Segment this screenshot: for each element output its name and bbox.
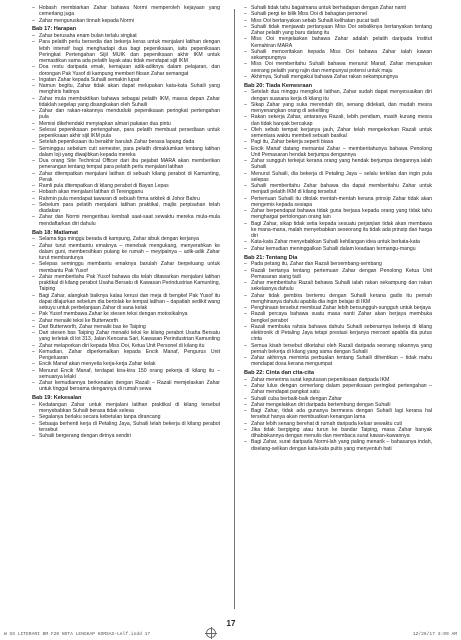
- bullet-dash: –: [32, 145, 35, 152]
- list-item: [244, 61, 432, 74]
- list-item-text: Menurut Suhaili, dia bekerja di Petaling Jaya – selalu terkilan dan ingin pula selepas: [251, 170, 432, 183]
- list-item-text: Zahar sungguh terkejut kerana orang yang hendak berjumpa dengannya ialah Suhaili: [251, 158, 432, 171]
- list-item-text: Rahmin pula mendapat tawaran di sebuah firma arkitek di Johor Bahru: [39, 195, 200, 202]
- section-heading: Bab 22: Cinta dan cita-cita: [244, 370, 314, 377]
- bullet-dash: –: [244, 139, 247, 146]
- bullet-dash: –: [244, 158, 247, 165]
- bullet-dash: –: [32, 261, 35, 268]
- bullet-dash: –: [244, 239, 247, 246]
- list-item-text: Menurut Encik Manaf, terdapat kira-kira 150 orang pekerja di kilang itu – semuanya lelaki: [39, 367, 220, 380]
- list-item-text: Zahar tidak gembira bertemu dengan Suhaili kerana gadis itu pernah menghinanya dahulu apabila dia ingin belajar di IKM: [251, 292, 432, 305]
- list-item-text: Pak Yusof membawa Zahar ke stesen teksi dengan motosikalnya: [39, 311, 188, 318]
- bullet-dash: –: [32, 183, 35, 190]
- list-item-text: Suhaili memberitahu Zahar bahawa dia dapat memberitahu Zahar untuk menjadi pelatih IKM di kilang tersebut: [251, 183, 432, 196]
- list-item-text: Suhaili tidak tahu bagaimana untuk berhadapan dengan Zahar nanti: [251, 5, 406, 11]
- bullet-dash: –: [244, 280, 247, 287]
- list-item-text: Dari stesen bas Taiping Zahar menaiki teksi ke kilang perabot Usaha Bersatu yang terletak di lot 313, Jalan Kencana Sari, Kawasan Perindustrian Kamunting: [39, 330, 220, 343]
- list-item-text: Bagi Zahar, surat daripada Normi-lah yang paling menarik – bahasanya indah, diselang-selikan dengan kata-kata puitis yang menyentuh hati: [251, 439, 432, 452]
- list-item: [244, 324, 432, 343]
- list-item-text: Bagi Zahar, alangkah baiknya kalau kerusi dan meja di bengkel Pak Yusof itu dapat dilajurkan sebelum dia bertolak ke tempat latihan – dapatlah sedikit wang sebuyu untuk perbelanjaan Zahar di sana kelak: [39, 292, 220, 312]
- list-item: [244, 439, 432, 452]
- list-item: [32, 421, 220, 434]
- section-heading: Bab 19: Kekesalan: [32, 395, 82, 402]
- list-item-text: Zahar lebih senang berehat di rumah daripada keluar sewaktu cuti: [251, 420, 402, 427]
- list-item: [32, 330, 220, 343]
- bullet-dash: –: [244, 89, 247, 96]
- list-item-text: Ramli pula ditempatkan di kilang perabot di Bayan Lepas: [39, 183, 169, 190]
- bullet-dash: –: [244, 292, 247, 299]
- bullet-dash: –: [32, 401, 35, 408]
- list-item-text: Doa restu daripada emak, kemajuan adik-adiknya dalam pelajaran, dan dorongan Pak Yusof di kampung memberi fiksan Zahar semangat: [39, 64, 220, 77]
- list-item-text: Pertemuan Suhaili itu ditolak mentah-mentah kerana prinsip Zahar tidak akan mengemis kepada sesiapa: [251, 195, 432, 208]
- list-item: [244, 102, 432, 115]
- bullet-dash: –: [32, 139, 35, 146]
- bullet-dash: –: [244, 208, 247, 215]
- bullet-dash: –: [32, 33, 35, 40]
- bullet-dash: –: [244, 195, 247, 202]
- list-item: [32, 433, 220, 439]
- list-item: [244, 24, 432, 37]
- bullet-dash: –: [32, 367, 35, 374]
- list-item: [32, 349, 220, 362]
- bullet-dash: –: [244, 183, 247, 190]
- list-item-text: Sebaaja berhenti kerja di Petaling Jaya, Suhaili telah bekerja di kilang perabot tersebut: [39, 420, 220, 433]
- list-item: [244, 36, 432, 49]
- list-item-text: Para pelatih perlu bersedia dan bekerja keras untuk menjalani latihan dengan lebih intensif bagi menghadapi dua bagi pepeniksaan, iaitu pepeniksaan Peringkat Pertengahan Sijil MUIK dan pepeniksaan akhir IKM untuk memastikan sama ada pelatih layak atau tidak mendapat sijil IKM: [39, 39, 220, 65]
- list-item-text: Dari Butterworth, Zahar menaiki bas ke Taiping: [39, 323, 146, 330]
- bullet-dash: –: [244, 426, 247, 433]
- section-heading: Bab 21: Tentang Dia: [244, 254, 298, 261]
- bullet-dash: –: [244, 311, 247, 318]
- list-item-text: Zahar berusaha enam bulan terlalu singkat: [39, 33, 137, 40]
- bullet-dash: –: [32, 64, 35, 71]
- footer-timestamp: 12/26/17 3:09 AM: [412, 632, 457, 637]
- list-item-text: Penghinaan tersebut membuat Zahar lebih bersungguh-sungguh untuk berjaya: [251, 305, 431, 312]
- list-item-text: Akhirnya, Suhaili mengakui bahawa Zahar rakan sekampungnya: [251, 73, 398, 80]
- bullet-dash: –: [32, 420, 35, 427]
- bullet-dash: –: [244, 245, 247, 252]
- list-item-text: Setelah pepeniksaan itu berakhir barulah Zahar berasa lapang dada: [39, 139, 195, 146]
- bullet-dash: –: [244, 61, 247, 68]
- bullet-dash: –: [32, 323, 35, 330]
- bullet-dash: –: [32, 126, 35, 133]
- bullet-dash: –: [244, 395, 247, 402]
- column-divider: [234, 9, 235, 609]
- list-item-text: Selama tiga minggu berada di kampung, Zahar sibuk dengan kerjanya: [39, 236, 200, 243]
- list-item-text: Zahar turut membantu emaknya – menebak mengukang, menyerahkan ke dalam guni, membersihkan pulang ke rumah – meyipalnya – adik-adik Zahar turut membantunya: [39, 242, 220, 262]
- list-item: [244, 221, 432, 240]
- list-item-text: Ingatan Zahar kepada Suhaili semakin lupat: [39, 76, 140, 83]
- list-item-text: Zahar akhirnya meminta perbualan tentang Suhaili dihentikan – tidak mahu mendapat dosa kerana mengumpat: [251, 355, 432, 368]
- list-item: [244, 280, 432, 293]
- list-item-text: Zahar lulus dengan cemerlang dalam pepeniksaan peringkat pertengahan – Zahar mendapat pangkat satu: [251, 383, 432, 396]
- list-item: [244, 293, 432, 306]
- bullet-dash: –: [32, 317, 35, 324]
- bullet-dash: –: [244, 261, 247, 268]
- bullet-dash: –: [32, 5, 35, 11]
- page-number: 17: [226, 619, 236, 628]
- list-item-text: Encik Manaf akan menyelia kerja-kerja Zahar kelak: [39, 361, 156, 368]
- bullet-dash: –: [32, 273, 35, 280]
- bullet-dash: –: [32, 292, 35, 299]
- list-item: [244, 208, 432, 221]
- bullet-dash: –: [244, 305, 247, 312]
- list-item: [244, 408, 432, 421]
- bullet-dash: –: [244, 11, 247, 18]
- bullet-dash: –: [32, 214, 35, 221]
- bullet-dash: –: [244, 408, 247, 415]
- bullet-dash: –: [244, 383, 247, 390]
- bullet-dash: –: [244, 355, 247, 362]
- list-item-text: Encik Manaf datang memaniai Zahar – memberitahunya bahawa Penolong Unit Pemasaran hendak berjumpa dengannya: [251, 145, 432, 158]
- list-item-text: Zahar memberitahu Razali bahawa Suhaili ialah rakan sekampung dan rakan sekelasnya dahulu: [251, 280, 432, 293]
- bullet-dash: –: [32, 83, 35, 90]
- bullet-dash: –: [32, 361, 35, 368]
- list-item-text: Zahar melaporkan diri kepada Miss Ooi, Ketua Unit Personel di kilang itu: [39, 342, 205, 349]
- bullet-dash: –: [244, 126, 247, 133]
- list-item: [32, 5, 220, 18]
- bullet-dash: –: [32, 195, 35, 202]
- bullet-dash: –: [32, 201, 35, 208]
- list-item: [32, 261, 220, 274]
- list-item: [244, 89, 432, 102]
- list-item-text: Sikap Zahar yang suka merendah diri, senang didekati, dan mudah mesra menyenangkan orang di sekeliling: [251, 101, 432, 115]
- section-heading: Bab 17: Harapan: [32, 26, 77, 33]
- list-item-text: Miss Ooi bertanyakan sebab Suhaili kelihatan pucat tadi: [251, 17, 379, 24]
- list-item-text: Kedatangan Zahar untuk menjalani latihan praktikal di kilang tersebut menyebabkan Suhaili berasa tidak selesa: [39, 401, 220, 415]
- list-item: [32, 202, 220, 215]
- bullet-dash: –: [244, 145, 247, 152]
- text-columns: [30, 5, 432, 617]
- bullet-dash: –: [244, 101, 247, 108]
- list-item-text: Selesai pepeniksaan pertengahan, para pelatih membuat persediaan untuk pepeniksaan akhir sijil IKM pula: [39, 126, 220, 140]
- list-item-text: Sebelum para pelatih menjalani latihan praktikal, majlis perpisahan telah diadakan: [39, 201, 220, 215]
- list-item-text: Suhaili cuba berbaik-baik dengan Zahar: [251, 395, 342, 402]
- list-item-text: Zahar mula membuktikan bahawa sebagai pelatih IKM, massa depan Zahar tidaklah segelap yang disangkakan oleh Suhaili: [39, 95, 220, 108]
- list-item: [32, 380, 220, 393]
- list-item-text: Suhaili pergi ke bilik Miss Ooi di bahagian personel: [251, 11, 368, 18]
- bullet-dash: –: [32, 158, 35, 165]
- bullet-dash: –: [32, 120, 35, 127]
- bullet-dash: –: [32, 348, 35, 355]
- list-item: [244, 127, 432, 140]
- bullet-dash: –: [32, 95, 35, 102]
- list-item-text: Bagi Zahar, sikap tidak setia kepada sesuatu perjanjian tidak akan membawa ke mana-mana, malah menyebabkan seseorang itu tidak ada prinsip dan harga diri: [251, 220, 432, 240]
- list-item: [244, 183, 432, 196]
- list-item: [32, 64, 220, 77]
- list-item: [32, 108, 220, 121]
- section-heading: Bab 20: Tiada Kemesraan: [244, 82, 312, 89]
- list-item-text: Kemudian, Zahar diperkenalkan kepada Encik Manaf, Pengurus Unit Pengeluaran: [39, 348, 220, 362]
- list-item-text: Hobash membiarkan Zahar bahawa Normi memperoleh kejayaan yang cemerlang juga: [39, 5, 220, 18]
- bullet-dash: –: [32, 39, 35, 46]
- list-item-text: Razali percaya bahawa suatu masa nanti Zahar akan berjaya membuka bengkel perabot: [251, 311, 432, 324]
- bullet-dash: –: [32, 170, 35, 177]
- list-item: [32, 368, 220, 381]
- list-item: [244, 74, 432, 80]
- list-item: [32, 243, 220, 262]
- bullet-dash: –: [244, 23, 247, 30]
- bullet-dash: –: [244, 220, 247, 227]
- list-item: [244, 383, 432, 396]
- list-item: [32, 293, 220, 312]
- bullet-dash: –: [244, 170, 247, 177]
- list-item: [32, 39, 220, 64]
- list-item-text: Rakan sekerja Zahar, antaranya Razali, lebih pendiam, masih kurang mesra dan tidak banyak bercakap: [251, 114, 432, 127]
- right-column: [244, 5, 432, 617]
- list-item-text: Kata-kata Zahar menyebabkan Suhaili kehilangan idea untuk berkata-kata: [251, 239, 420, 246]
- bullet-dash: –: [32, 342, 35, 349]
- list-item-text: Pada petang itu, Zahar dan Razali bersembang-sembang: [251, 261, 382, 268]
- bullet-dash: –: [32, 414, 35, 421]
- bullet-dash: –: [244, 5, 247, 11]
- list-item-text: Jika tidak bergiging atau turun ke bandar Taiping, masa Zahar banyak dihabiskannya dengan menulis dan membaca surat kawan-kawannya: [251, 426, 432, 440]
- list-item: [244, 171, 432, 184]
- list-item: [244, 268, 432, 281]
- list-item-text: Zahar menaiki teksi ke Butterworth: [39, 317, 119, 324]
- list-item-text: Zahar dan rakan-rakannya menduduki pepeniksaan peringkat pertengahan pula: [39, 108, 220, 121]
- bullet-dash: –: [244, 267, 247, 274]
- bullet-dash: –: [32, 433, 35, 440]
- list-item-text: Suhaili menceritakan kepada Miss Ooi bahawa Zahar ialah kawan sekampungnya: [251, 48, 432, 61]
- list-item-text: Zahar kemudiannya berkenalan dengan Razali – Razali memjelaskan Zahar untuk tinggal bersama dengannya di rumah sewa: [39, 380, 220, 393]
- list-item-text: Suhaili tidak menjawab pertanyaan Miss Ooi sebaliknya bertanyakan tentang Zahar pelatih yang baru datang itu: [251, 23, 432, 36]
- list-item-text: Zahar berpendapat bahawa tidak guna berjasa kepada orang yang tidak tahu menghargai pertolongan orang lain: [251, 208, 432, 221]
- list-item: [244, 146, 432, 159]
- bullet-dash: –: [32, 311, 35, 318]
- bullet-dash: –: [32, 380, 35, 387]
- list-item-text: Semua kisah tersebut diketahui oleh Razali daripada seorang rakannya yang pernah bekerja di kilang yang sama dengan Suhaili: [251, 342, 432, 355]
- list-item: [244, 196, 432, 209]
- bullet-dash: –: [32, 108, 35, 115]
- list-item-text: Pagi itu, Zahar bekerja seperti biasa: [251, 139, 334, 146]
- bullet-dash: –: [244, 401, 247, 408]
- list-item-text: Razali membuka rahsia bahawa dahulu Suhaili sebenarnya bekerja di kilang elektronik di Petaling Jaya tetapi prestasi kerjanya merosot apabila dia putus cinta: [251, 323, 432, 343]
- list-item-text: Selepas seminggu membantu emaknya barulah Zahar berpeluang untuk membantu Pak Yusof: [39, 261, 220, 274]
- list-item-text: Namun begitu, Zahar tidak akan dapat melupakan kata-kata Suhaili yang menghiris hatinya: [39, 83, 220, 96]
- bullet-dash: –: [244, 439, 247, 446]
- list-item-text: Miss Ooi menjelaskan bahawa Zahar adalah pelatih daripada Institut Kemahiran MARA: [251, 36, 432, 49]
- bullet-dash: –: [32, 189, 35, 196]
- list-item: [244, 355, 432, 368]
- bullet-dash: –: [244, 342, 247, 349]
- list-item: [244, 158, 432, 171]
- list-item: [32, 83, 220, 96]
- list-item: [32, 146, 220, 159]
- section-heading: Bab 18: Matlamat: [32, 229, 79, 236]
- list-item: [32, 171, 220, 184]
- list-item-text: Dua orang Site Technical Officer dari ibu pejabat MARA akan memberikan penerangan tentang tempat para pelatih perlu menjalani latihan: [39, 158, 220, 171]
- list-item: [32, 127, 220, 140]
- list-item-text: Segalanya berlaku secara kebetulan tanpa dirancang: [39, 414, 161, 421]
- footer-file-info: W SS LITERARI BM F20 NOTA LENGKAP KOMSAS-Lelf.indd 17: [4, 632, 151, 637]
- bullet-dash: –: [244, 73, 247, 80]
- list-item-text: Hobash akan menjalani latihan di Terengganu: [39, 189, 144, 196]
- bullet-dash: –: [244, 376, 247, 383]
- bullet-dash: –: [244, 420, 247, 427]
- bullet-dash: –: [32, 76, 35, 83]
- list-item-text: Razali bertanya tentang pertemuan Zahar dengan Penolong Ketua Unit Pemasaran siang tadi: [251, 267, 432, 280]
- bullet-dash: –: [32, 330, 35, 337]
- list-item: [32, 402, 220, 415]
- list-item: [32, 158, 220, 171]
- bullet-dash: –: [244, 36, 247, 43]
- list-item-text: Zahar menerima surat keputusan pepeniksaan daripada IKM: [251, 376, 390, 383]
- bullet-dash: –: [244, 323, 247, 330]
- left-column: [32, 5, 220, 617]
- list-item: [32, 96, 220, 109]
- list-item: [244, 246, 432, 252]
- list-item-text: Miss Ooi memberitahu Suhaili bahawa menurut Manaf, Zahar merupakan seorang pelatih yang rajin dan mempunyai potensi untuk maju: [251, 61, 432, 74]
- list-item-text: Setelah dua minggu mengikuti latihan, Zahar sudah dapat menyesuaikan diri dengan suasana kerja di kilang itu: [251, 89, 432, 102]
- list-item-text: Zahar mengelakkan diri daripada bertembung dengan Suhaili: [251, 401, 391, 408]
- bullet-dash: –: [244, 48, 247, 55]
- list-item: [32, 214, 220, 227]
- list-item: [32, 18, 220, 24]
- list-item-text: Zahar dan Normi mengeribau kembali saat-saat sewaktu mereka mula-mula mendaftarkan diri dahulu: [39, 214, 220, 227]
- list-item-text: Memisi dikehendaki menyiapkan almari pakaian dua pintu: [39, 120, 171, 127]
- list-item-text: Zahar menguruskan tinnah kepada Normi: [39, 17, 134, 24]
- list-item-text: Semingguu sebelum cuti semester, para pelatih dimaklumkan tentang latihan dalam loji yang diwajibkan kepada mereka: [39, 145, 220, 158]
- list-item: [32, 274, 220, 293]
- list-item: [244, 114, 432, 127]
- list-item: [244, 343, 432, 356]
- list-item-text: Bagi Zahar, tidak ada gunanya bermesra dengan Suhaili lagi kerana hal tersebut hanya akan membuatkan kenangan lama: [251, 408, 432, 421]
- list-item-text: Zahar memberitahu Pak Yusof bahawa dia telah ditawarkan menjalani latihan praktikal di kilang perabot Usaha Bersatu di Kawasan Perindustrian Kamunting, Taiping: [39, 273, 220, 293]
- bullet-dash: –: [32, 236, 35, 243]
- print-footer: [0, 630, 461, 640]
- bullet-dash: –: [244, 114, 247, 121]
- list-item: [244, 49, 432, 62]
- bullet-dash: –: [244, 17, 247, 24]
- bullet-dash: –: [32, 242, 35, 249]
- list-item: [244, 311, 432, 324]
- list-item-text: Oleh sebab tempat kerjanya jauh, Zahar telah mengekorkan Razali untuk sementara waktu membeli sebuah basikal: [251, 126, 432, 140]
- list-item-text: Suhaili bergerang dengan dirinya sendiri: [39, 433, 132, 440]
- bullet-dash: –: [32, 17, 35, 24]
- list-item-text: Zahar ditempatkan menjalani latihan di sebuah kilang perabot di Kamunting, Perak: [39, 170, 220, 183]
- list-item-text: Zahar kemudian meninggalkan Suhaili dalam keadaan termangu-mangu: [251, 245, 416, 252]
- list-item: [244, 427, 432, 440]
